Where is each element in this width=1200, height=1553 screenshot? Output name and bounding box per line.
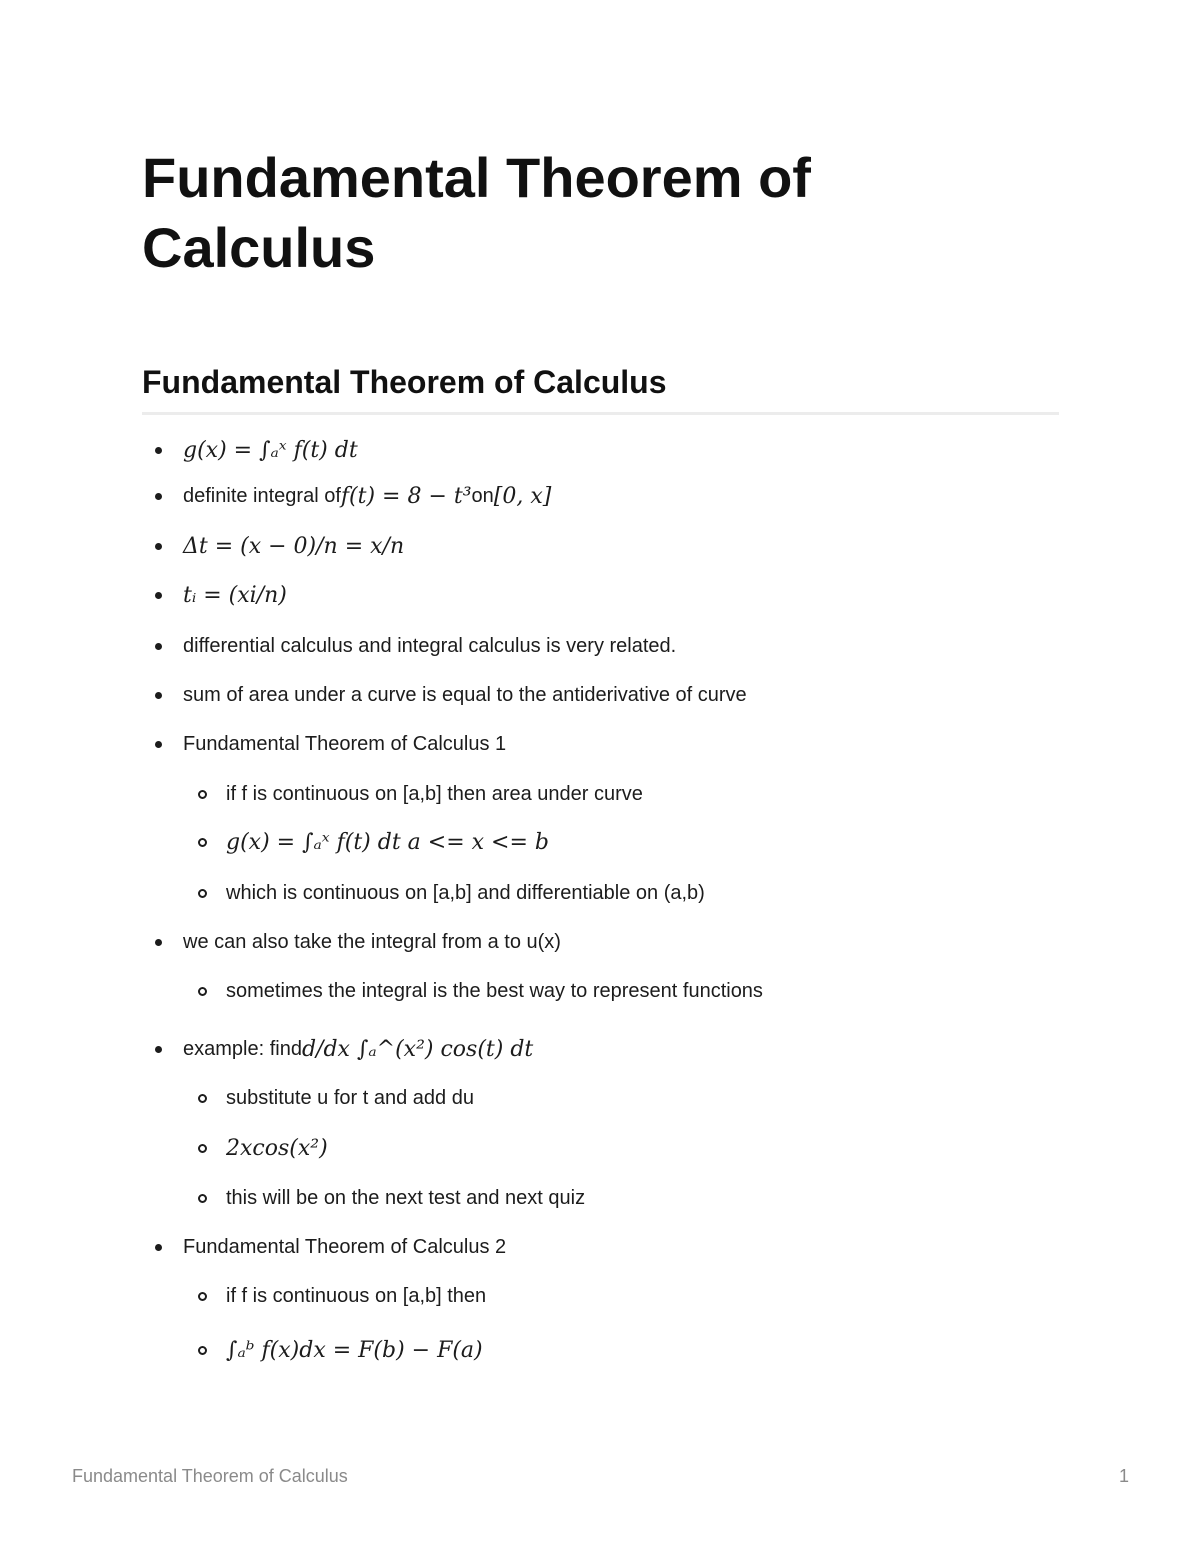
sub-list-item	[198, 976, 763, 1006]
sub-list-item	[198, 1133, 328, 1163]
sub-list-item	[198, 1281, 486, 1311]
item-text: if f is continuous on [a,b] then area under curve	[226, 782, 643, 805]
section-divider	[142, 412, 1059, 415]
item-text: if f is continuous on [a,b] then	[226, 1284, 487, 1307]
item-math: g(x) = ∫ₐˣ f(t) dt a <= x <= b	[226, 829, 549, 855]
bullet-icon	[155, 493, 162, 500]
bullet-icon	[155, 592, 162, 599]
item-text: Fundamental Theorem of Calculus 1	[183, 732, 507, 755]
circle-bullet-icon	[198, 889, 207, 898]
circle-bullet-icon	[198, 838, 207, 847]
item-math: 2xcos(x²)	[226, 1135, 328, 1161]
item-text: this will be on the next test and next quiz	[226, 1186, 586, 1209]
item-math: [0, x]	[493, 483, 552, 509]
footer-title: Fundamental Theorem of Calculus	[72, 1466, 348, 1486]
sub-list-item	[198, 827, 549, 857]
bullet-icon	[155, 1046, 162, 1053]
item-math: ∫ₐᵇ f(x)dx = F(b) − F(a)	[226, 1337, 483, 1363]
item-text: substitute u for t and add du	[226, 1086, 474, 1109]
section-heading: Fundamental Theorem of Calculus	[142, 364, 667, 400]
circle-bullet-icon	[198, 1346, 207, 1355]
item-math: d/dx ∫ₐ^(x²) cos(t) dt	[301, 1036, 534, 1062]
bullet-icon	[155, 939, 162, 946]
list-item	[155, 927, 561, 957]
footer-page-number: 1	[1119, 1466, 1130, 1486]
item-text: on	[471, 484, 494, 507]
sub-list-item	[198, 1183, 585, 1213]
list-item	[155, 1232, 506, 1262]
bullet-icon	[155, 643, 162, 650]
sub-list-item	[198, 1083, 474, 1113]
sub-list-item	[198, 878, 705, 908]
list-item	[155, 435, 358, 465]
sub-list-item	[198, 1335, 483, 1365]
circle-bullet-icon	[198, 1194, 207, 1203]
sub-list-item	[198, 779, 643, 809]
item-text: which is continuous on [a,b] and differentiable on (a,b)	[226, 881, 705, 904]
list-item	[155, 481, 551, 511]
list-item	[155, 531, 404, 561]
document-title: Fundamental Theorem of Calculus	[142, 146, 811, 279]
list-item	[155, 729, 506, 759]
circle-bullet-icon	[198, 790, 207, 799]
item-text: differential calculus and integral calculus is very related.	[183, 634, 677, 657]
circle-bullet-icon	[198, 1094, 207, 1103]
bullet-icon	[155, 1244, 162, 1251]
item-text: example: find	[183, 1037, 302, 1060]
bullet-icon	[155, 543, 162, 550]
item-text: sometimes the integral is the best way to represent functions	[226, 979, 763, 1002]
item-text: we can also take the integral from a to u(x)	[183, 930, 561, 953]
item-text: Fundamental Theorem of Calculus 2	[183, 1235, 507, 1258]
item-math: tᵢ = (xi/n)	[183, 582, 287, 608]
bullet-icon	[155, 741, 162, 748]
bullet-icon	[155, 692, 162, 699]
item-text: definite integral of	[183, 484, 341, 507]
list-item	[155, 580, 287, 610]
circle-bullet-icon	[198, 1144, 207, 1153]
item-text: sum of area under a curve is equal to the antiderivative of curve	[183, 683, 747, 706]
item-math: f(t) = 8 − t³	[340, 483, 472, 509]
item-math: Δt = (x − 0)/n = x/n	[183, 533, 405, 559]
list-item	[155, 680, 747, 710]
circle-bullet-icon	[198, 1292, 207, 1301]
item-math: g(x) = ∫ₐˣ f(t) dt	[183, 437, 358, 463]
list-item	[155, 1034, 533, 1064]
bullet-icon	[155, 447, 162, 454]
circle-bullet-icon	[198, 987, 207, 996]
list-item	[155, 631, 676, 661]
